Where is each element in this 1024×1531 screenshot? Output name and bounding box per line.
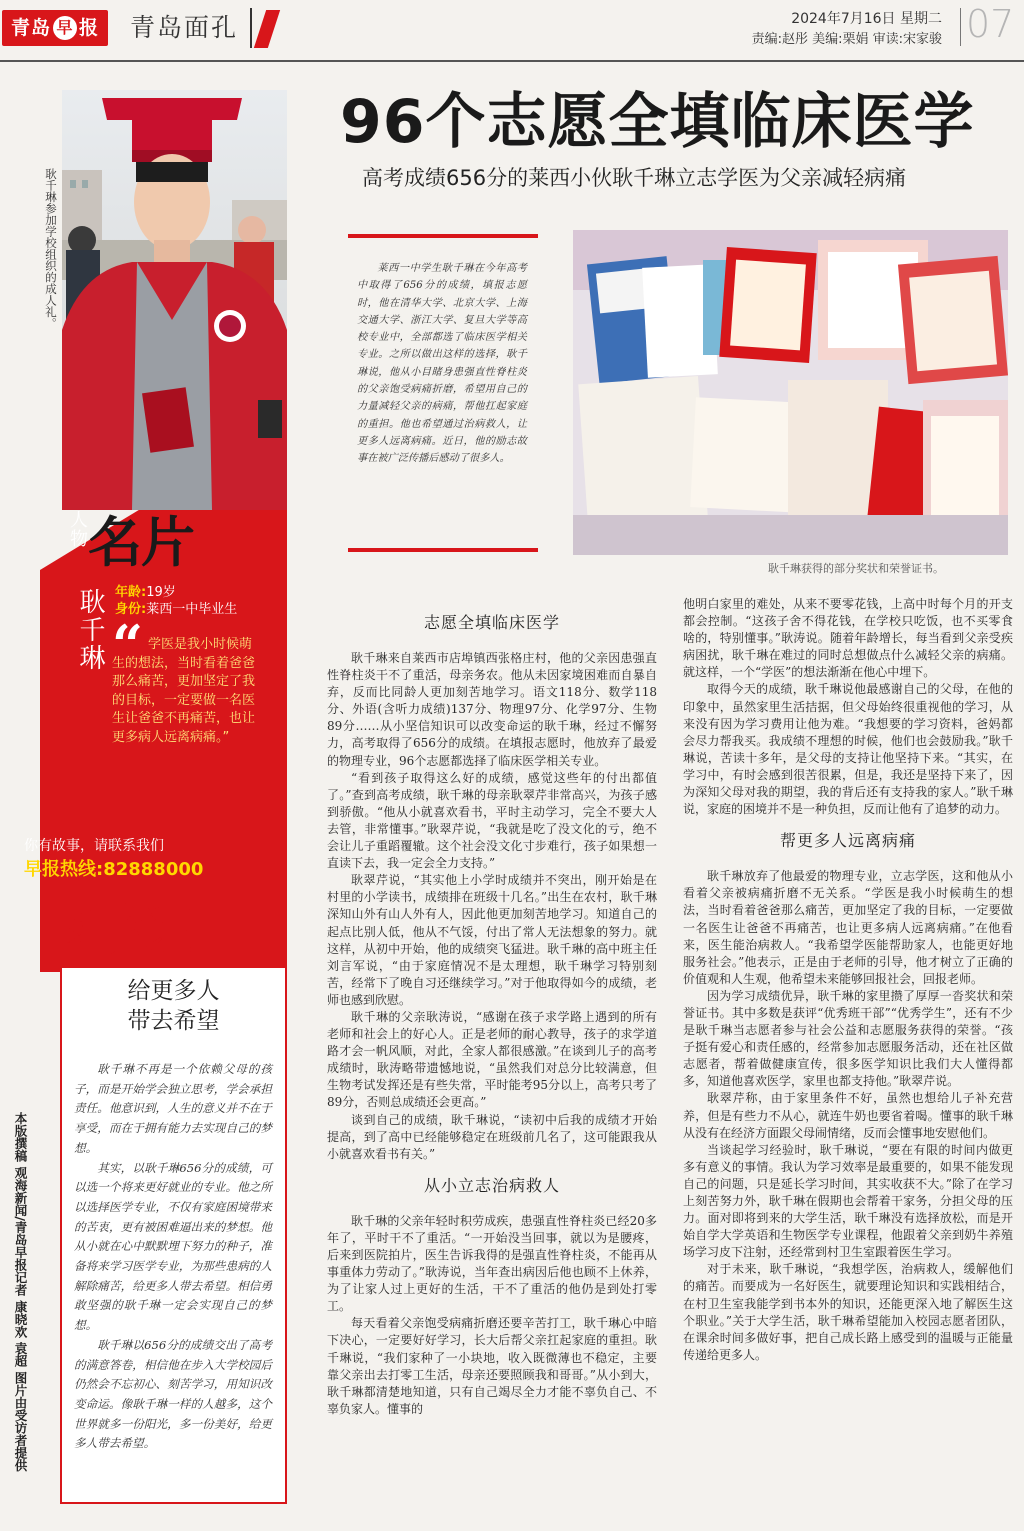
lead-paragraph xyxy=(357,260,527,468)
photo-caption: 耿千琳参加学校组织的成人礼。 xyxy=(44,168,58,329)
article-paragraph: 耿翠芹说，“其实他上小学时成绩并不突出，刚开始是在村里的小学读书，成绩排在班级十几名。”出生在农村，耿千琳深知山外有山人外有人，因此他更加刻苦地学习。知道自己的起点比别人低，他从不气馁，付出了常人无法想象的努力。就这样，从初中开始，他的成绩突飞猛进。耿千琳的高中班主任刘言军说，“由于家庭情况不是太理想，耿千琳学习特别刻苦，经常下了晚自习还继续学习。”对于他取得如今的成绩，老师也感到欣慰。 xyxy=(327,873,657,1007)
section-tab-decoration xyxy=(254,10,280,48)
hotline-invite: 你有故事，请联系我们 xyxy=(24,838,164,854)
lead-rule-bottom xyxy=(348,548,538,552)
subheadline: 高考成绩656分的莱西小伙耿千琳立志学医为父亲减轻病痛 xyxy=(362,166,907,190)
portrait-illustration xyxy=(62,90,287,510)
note-paragraph: 耿千琳不再是一个依赖父母的孩子，而是开始学会独立思考，学会承担责任。他意识到，人生的意义并不在于享受，而在于拥有能力去实现自己的梦想。 xyxy=(74,1062,272,1155)
section-heading-3: 帮更多人远离病痛 xyxy=(779,831,916,851)
certificates-illustration xyxy=(573,230,1008,555)
lead-rule-top xyxy=(348,234,538,238)
article-paragraph: 耿千琳放弃了他最爱的物理专业，立志学医，这和他从小看着父亲被病痛折磨不无关系。“学医是我小时候萌生的想法，当时看着爸爸那么痛苦，更加坚定了我的目标，一定要做一名医生让爸爸不再痛苦，也让更多病人远离病痛。”在他看来，医生能治病救人。“我希望学医能帮助家人，也能更好地服务社会。”他表示，正是由于老师的引导，他才树立了正确的价值观和人生观，他希望未来能够回报社会，回报老师。 xyxy=(683,869,1013,986)
article-paragraph: 耿千琳的父亲年轻时积劳成疾，患强直性脊柱炎已经20多年了，平时干不了重活。“一开始没当回事，就以为是腰疼，后来到医院拍片，医生告诉我得的是强直性脊柱炎，不能再从事重体力劳动了。”耿涛说，当年查出病因后他也顾不上休养，为了让家人过上更好的生活，干不了重活的他仍是到处打零工。 xyxy=(327,1213,657,1314)
certificates-caption: 耿千琳获得的部分奖状和荣誉证书。 xyxy=(768,562,944,575)
article-paragraph: “看到孩子取得这么好的成绩，感觉这些年的付出都值了。”查到高考成绩，耿千琳的母亲耿翠芹非常高兴，为孩子感到骄傲。“他从小就喜欢看书，平时主动学习，完全不要大人去管，非常懂事。”耿翠芹说，“我就是吃了没文化的亏，绝不会让儿子重蹈覆辙。这个社会没文化寸步难行，孩子如果想一直读下去，我一定会全力支持。” xyxy=(327,770,657,871)
reporter-note-title-line2: 带去希望 xyxy=(127,1008,220,1034)
profile-age-value: 19岁 xyxy=(146,585,176,600)
profile-age xyxy=(115,584,176,602)
article-column-2 xyxy=(683,596,1013,1521)
logo-text-2: 报 xyxy=(79,17,100,39)
reporter-note-body xyxy=(74,1060,272,1454)
article-paragraph: 每天看着父亲饱受病痛折磨还要辛苦打工，耿千琳心中暗下决心，一定要好好学习，长大后帮父亲扛起家庭的重担。耿千琳说，“我们家种了一小块地，收入既微薄也不稳定，主要靠父亲出去打零工生活，母亲还要照顾我和哥哥。”从小到大，耿千琳都清楚地知道，只有自己竭尽全力才能不辜负自己、不辜负家人。懂事的 xyxy=(327,1316,657,1416)
byline-credit: 本版撰稿 观海新闻/青岛早报记者 康晓欢 袁超 图片由受访者提供 xyxy=(13,1112,28,1472)
page-number-divider xyxy=(960,8,961,46)
article-paragraph: 当谈起学习经验时，耿千琳说，“要在有限的时间内做更多有意义的事情。我认为学习效率是最重要的，如果不能发现自己的问题，只是延长学习时间，其实收获不大。”除了在学习上刻苦努力外，耿千琳在假期也会帮着干家务，分担父母的压力。面对即将到来的大学生活，耿千琳没有选择放松，而是开始自学大学英语和生物医学专业课程，他跟着父亲到奶牛养殖场学习皮下注射，还经常到村卫生室跟着医生学习。 xyxy=(683,1142,1013,1260)
newspaper-logo xyxy=(2,10,108,46)
page-number: 07 xyxy=(966,2,1015,46)
certificates-photo xyxy=(573,230,1008,555)
profile-tag-small: 人物 xyxy=(67,510,88,548)
issue-date: 2024年7月16日 星期二 xyxy=(791,11,942,27)
article-paragraph: 对于未来，耿千琳说，“我想学医，治病救人，缓解他们的痛苦。而要成为一名好医生，就要理论知识和实践相结合，在村卫生室我能学到书本外的知识，还能更深入地了解医生这个职业。”关于大学生活，耿千琳希望能加入校园志愿者团队，在课余时间多做好事，把自己成长路上感受到的温暖与正能量传递给更多人。 xyxy=(683,1262,1013,1362)
section-heading-2: 从小立志治病救人 xyxy=(423,1175,560,1195)
article-paragraph: 取得今天的成绩，耿千琳说他最感谢自己的父母，在他的印象中，虽然家里生活拮据，但父母始终很重视他的学习，从来没有因为学习费用让他为难。“我想要的学习资料，爸妈都会尽力帮我买。我成绩不理想的时候，他们也会鼓励我。”耿千琳说，苦读十多年，是父母的支持让他坚持下来。“其实，在学习中，有时会感到很苦很累，但是，我还是坚持下来了，因为深知父母对我的期望，我的背后还有支持我的家人。”耿千琳说，家庭的困境并不是一种负担，反而让他有了追梦的动力。 xyxy=(683,682,1013,817)
logo-char: 早 xyxy=(53,16,77,40)
article-paragraph: 他明白家里的难处，从来不要零花钱，上高中时每个月的开支都会控制。“这孩子舍不得花钱，在学校只吃饭，也不买零食啥的，特别懂事。”耿涛说。随着年龄增长，每当看到父亲受疾病困扰，耿千琳在难过的同时总想做点什么减轻父亲的病痛。就这样，一个“学医”的想法渐渐在他心中埋下。 xyxy=(683,597,1013,680)
lead-text: 莱西一中学生耿千琳在今年高考中取得了656分的成绩，填报志愿时，他在清华大学、北京大学、上海交通大学、浙江大学、复旦大学等高校专业中，全部都选了临床医学相关专业。之所以做出这样的选择，耿千琳说，他从小目睹身患强直性脊柱炎的父亲饱受病痛折磨，希望用自己的力量减轻父亲的病痛，帮他扛起家庭的重担。他也希望通过治病救人，让更多人远离病痛。近日，他的励志故事在被广泛传播后感动了很多人。 xyxy=(357,263,527,465)
section-heading-1: 志愿全填临床医学 xyxy=(423,613,560,632)
headline: 96个志愿全填临床医学 xyxy=(340,87,975,157)
profile-identity-label: 身份: xyxy=(115,602,147,617)
article-paragraph: 因为学习成绩优异，耿千琳的家里攒了厚厚一沓奖状和荣誉证书。其中多数是获评“优秀班干部”“优秀学生”，还有不少是耿千琳当志愿者参与社会公益和志愿服务获得的荣誉。“孩子挺有爱心和责任感的，经常参加志愿服务活动，还在社区做志愿者，帮着做健康宣传，很多医学知识比我们大人懂得都多，知道他喜欢医学，家里也都支持他。”耿翠芹说。 xyxy=(683,988,1013,1089)
editor-credits: 责编:赵彤 美编:栗娟 审读:宋家骏 xyxy=(751,32,942,47)
profile-identity-value: 莱西一中毕业生 xyxy=(146,602,238,617)
note-tag-big: 手记 xyxy=(86,899,192,962)
header-rule xyxy=(0,60,1024,62)
profile-name: 耿千琳 xyxy=(75,588,105,672)
quote-mark-icon: “ xyxy=(112,613,144,677)
note-paragraph: 耿千琳以656分的成绩交出了高考的满意答卷，相信他在步入大学校园后仍然会不忘初心、刻苦学习，用知识改变命运。像耿千琳一样的人越多，这个世界就多一份阳光，多一份美好，给更多人带去希望。 xyxy=(74,1337,272,1451)
hotline-number: 早报热线:82888000 xyxy=(24,859,204,880)
reporter-note-title xyxy=(60,976,287,1036)
masthead xyxy=(0,0,1024,56)
portrait-photo xyxy=(62,90,287,510)
profile-tag-big: 名片 xyxy=(88,511,194,574)
note-paragraph: 其实，以耿千琳656分的成绩，可以选一个将来更好就业的专业。他之所以选择医学专业，不仅有家庭困境带来的苦衷，更有被困难逼出来的梦想。他从小就在心中默默埋下努力的种子，准备将来学习医学专业，为那些患病的人解除痛苦，给更多人带去希望。相信勇敢坚强的耿千琳一定会实现自己的梦想。 xyxy=(74,1160,272,1333)
logo-text: 青岛 xyxy=(10,17,51,39)
profile-quote: 学医是我小时候萌生的想法，当时看着爸爸那么痛苦，更加坚定了我的目标，一定要做一名医生让爸爸不再痛苦，也让更多病人远离病痛。” xyxy=(112,637,256,745)
article-column-1 xyxy=(327,600,657,1525)
profile-age-label: 年龄: xyxy=(115,585,147,600)
note-tag-small: 记者 xyxy=(63,912,84,950)
reporter-note-title-line1: 给更多人 xyxy=(127,978,220,1004)
article-paragraph: 耿千琳的父亲耿涛说，“感谢在孩子求学路上遇到的所有老师和社会上的好心人。正是老师的耐心教导，孩子的求学道路才会一帆风顺，对此，全家人都很感激。”在谈到儿子的高考成绩时，耿涛略带遗憾地说，“虽然我们对总分比较满意，但生物考试发挥还是有些失常，平时能考95分以上，高考只考了89分，否则总成绩还会更高。” xyxy=(327,1009,657,1110)
section-name: 青岛面孔 xyxy=(118,8,252,48)
article-paragraph: 谈到自己的成绩，耿千琳说，“读初中后我的成绩才开始提高，到了高中已经能够稳定在班级前几名了，这可能跟我从小就喜欢看书有关。” xyxy=(327,1112,657,1161)
article-paragraph: 耿千琳来自莱西市店埠镇西张格庄村，他的父亲因患强直性脊柱炎干不了重活，母亲务农。他从未因家境困难而自暴自弃，反而比同龄人更加刻苦地学习。语文118分、数学118分、外语(含听力成绩)137分、物理97分、化学97分、生物89分……从小坚信知识可以改变命运的耿千琳，经过不懈努力，高考取得了656分的成绩。在填报志愿时，他放弃了最爱的物理专业，96个志愿都选择了临床医学相关专业。 xyxy=(327,651,657,768)
article-paragraph: 耿翠芹称，由于家里条件不好，虽然也想给儿子补充营养，但是有些力不从心，就连牛奶也要省着喝。懂事的耿千琳从没有在经济方面跟父母闹情绪，反而会懂事地安慰他们。 xyxy=(683,1091,1013,1140)
